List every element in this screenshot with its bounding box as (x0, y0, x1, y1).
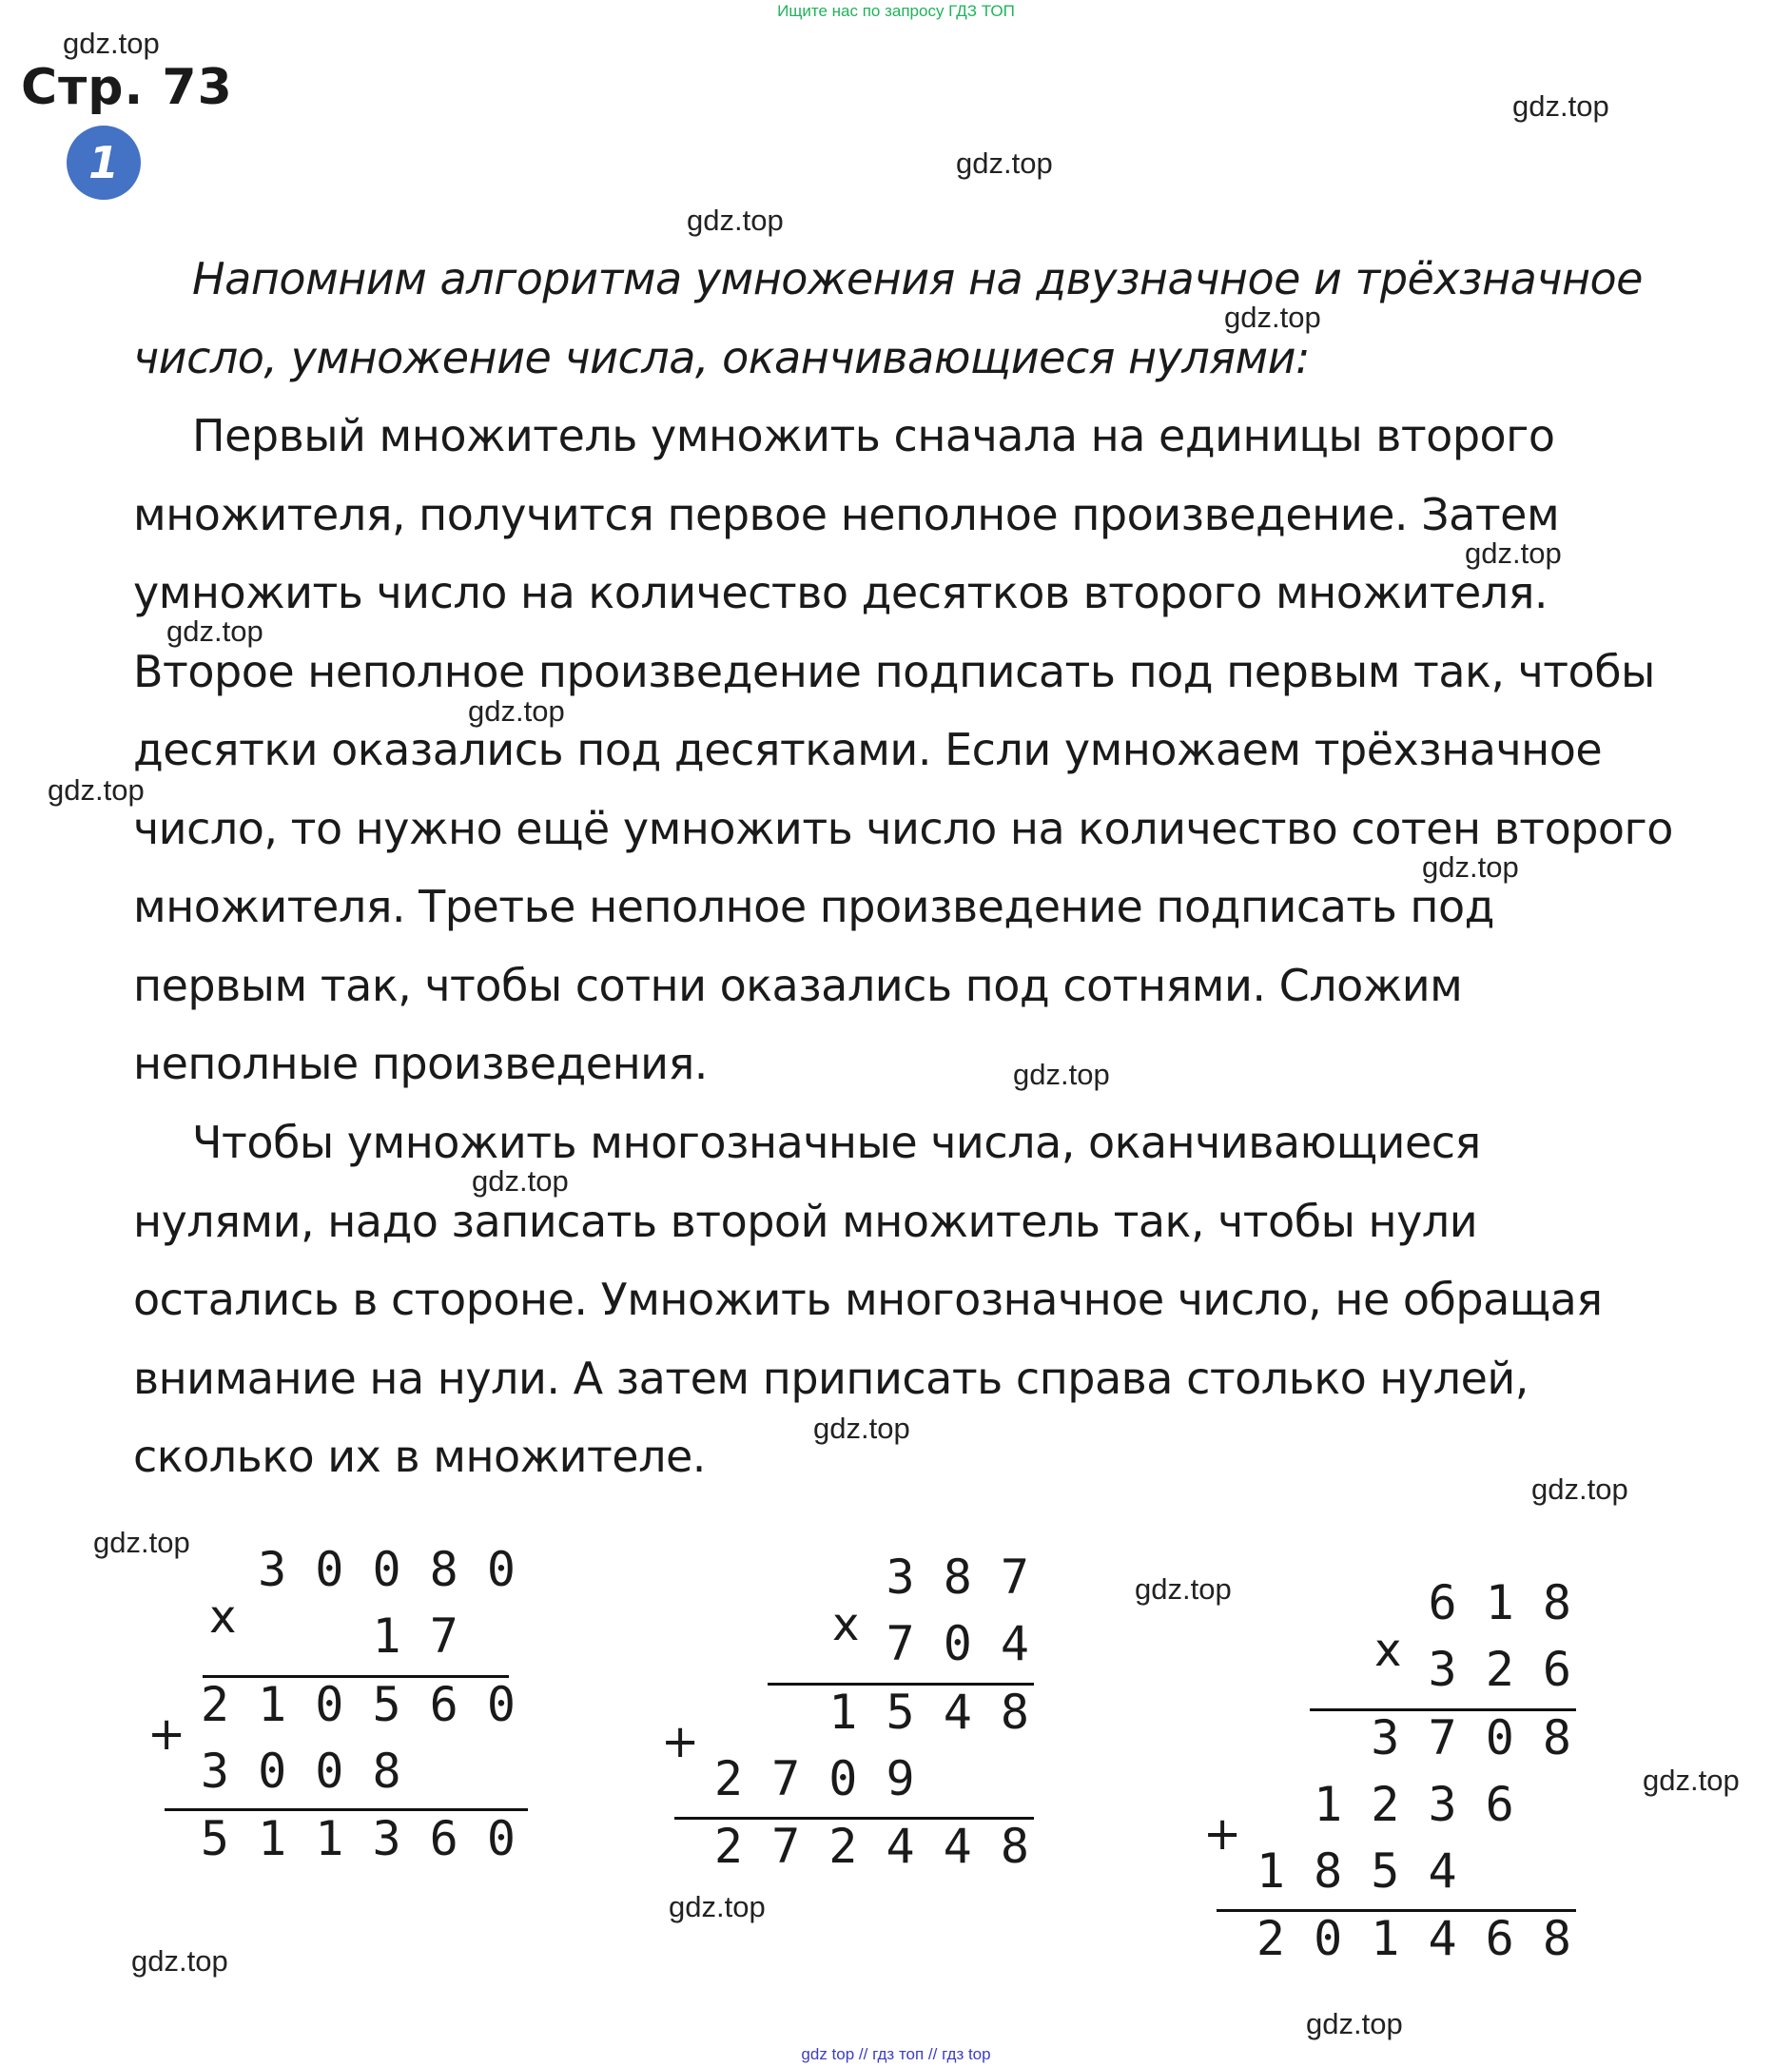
partial-product-1: 3 7 0 8 (1371, 1710, 1571, 1765)
rule2-text: Чтобы умножить многозначные числа, оканчивающиеся нулями, надо записать второй множитель так, чтобы нули остались в стороне. Умножить многозначное число, не обращая внимание на нули. А затем приписать справа столько нулей, сколько их в множителе. (133, 1117, 1603, 1482)
rule2-paragraph (133, 1103, 1674, 1496)
watermark: gdz.top (1306, 2007, 1403, 2040)
watermark: gdz.top (1465, 536, 1562, 570)
watermark: gdz.top (93, 1526, 190, 1559)
partial-product-2: 2 7 0 9 (713, 1751, 1029, 1806)
watermark: gdz.top (48, 773, 145, 807)
watermark: gdz.top (166, 614, 263, 648)
watermark: gdz.top (1135, 1572, 1232, 1606)
factor1: 3 0 0 8 0 (258, 1542, 516, 1597)
multiply-sign: x (1374, 1624, 1402, 1677)
partial-product-1: 1 5 4 8 (828, 1685, 1029, 1740)
partial-product-2: 3 0 0 8 (200, 1744, 516, 1799)
plus-sign: + (147, 1707, 186, 1761)
bottom-banner: gdz top // гдз топ // гдз top (801, 2045, 991, 2063)
calculation-1 (143, 1541, 533, 1864)
watermark: gdz.top (1422, 850, 1519, 884)
result: 2 7 2 4 4 8 (713, 1819, 1029, 1874)
calculation-2 (656, 1549, 1046, 1872)
watermark: gdz.top (472, 1164, 569, 1198)
rule1-text: Первый множитель умножить сначала на единицы второго множителя, получится первое неполное произведение. Затем умножить число на количество десятков второго множителя. Второе неполное произведение подписать под первым так, чтобы десятки оказались под десятками. Если умножаем трёхзначное число, то нужно ещё умножить число на количество сотен второго множителя. Третье неполное произведение подписать под первым так, чтобы сотни оказались под сотнями. Сложим неполные произведения. (133, 410, 1673, 1089)
plus-sign: + (1203, 1807, 1242, 1861)
watermark: gdz.top (1512, 89, 1609, 123)
watermark: gdz.top (1224, 301, 1321, 334)
watermark: gdz.top (63, 27, 160, 60)
factor1: 3 8 7 (886, 1550, 1029, 1605)
intro-text: Напомним алгоритма умножения на двузначное и трёхзначное число, умножение числа, оканчивающиеся нулями: (133, 253, 1643, 383)
multiply-sign: x (209, 1590, 237, 1644)
partial-product-2: 1 2 3 6 (1314, 1777, 1571, 1832)
calculation-3 (1198, 1574, 1588, 1974)
watermark: gdz.top (813, 1412, 910, 1445)
top-banner: Ищите нас по запросу ГДЗ ТОП (777, 2, 1015, 20)
result: 5 1 1 3 6 0 (200, 1811, 516, 1866)
plus-sign: + (661, 1715, 700, 1768)
multiply-sign: x (832, 1598, 860, 1651)
watermark: gdz.top (687, 204, 784, 237)
watermark: gdz.top (956, 146, 1053, 180)
factor2: 3 2 6 (1428, 1642, 1571, 1697)
result: 2 0 1 4 6 8 (1256, 1911, 1571, 1966)
factor1: 6 1 8 (1428, 1575, 1571, 1630)
partial-product-3: 1 8 5 4 (1256, 1843, 1571, 1899)
partial-product-1: 2 1 0 5 6 0 (200, 1677, 516, 1732)
watermark: gdz.top (1013, 1058, 1110, 1091)
intro-paragraph (133, 240, 1674, 397)
watermark: gdz.top (131, 1944, 228, 1978)
factor2: 1 7 (372, 1609, 516, 1664)
watermark: gdz.top (669, 1890, 766, 1923)
watermark: gdz.top (1643, 1764, 1740, 1797)
watermark: gdz.top (1531, 1472, 1628, 1506)
task-number-badge: 1 (67, 126, 141, 200)
watermark: gdz.top (468, 694, 565, 728)
factor2: 7 0 4 (886, 1616, 1029, 1671)
page-title: Стр. 73 (21, 59, 233, 116)
rule1-paragraph (133, 397, 1674, 1103)
